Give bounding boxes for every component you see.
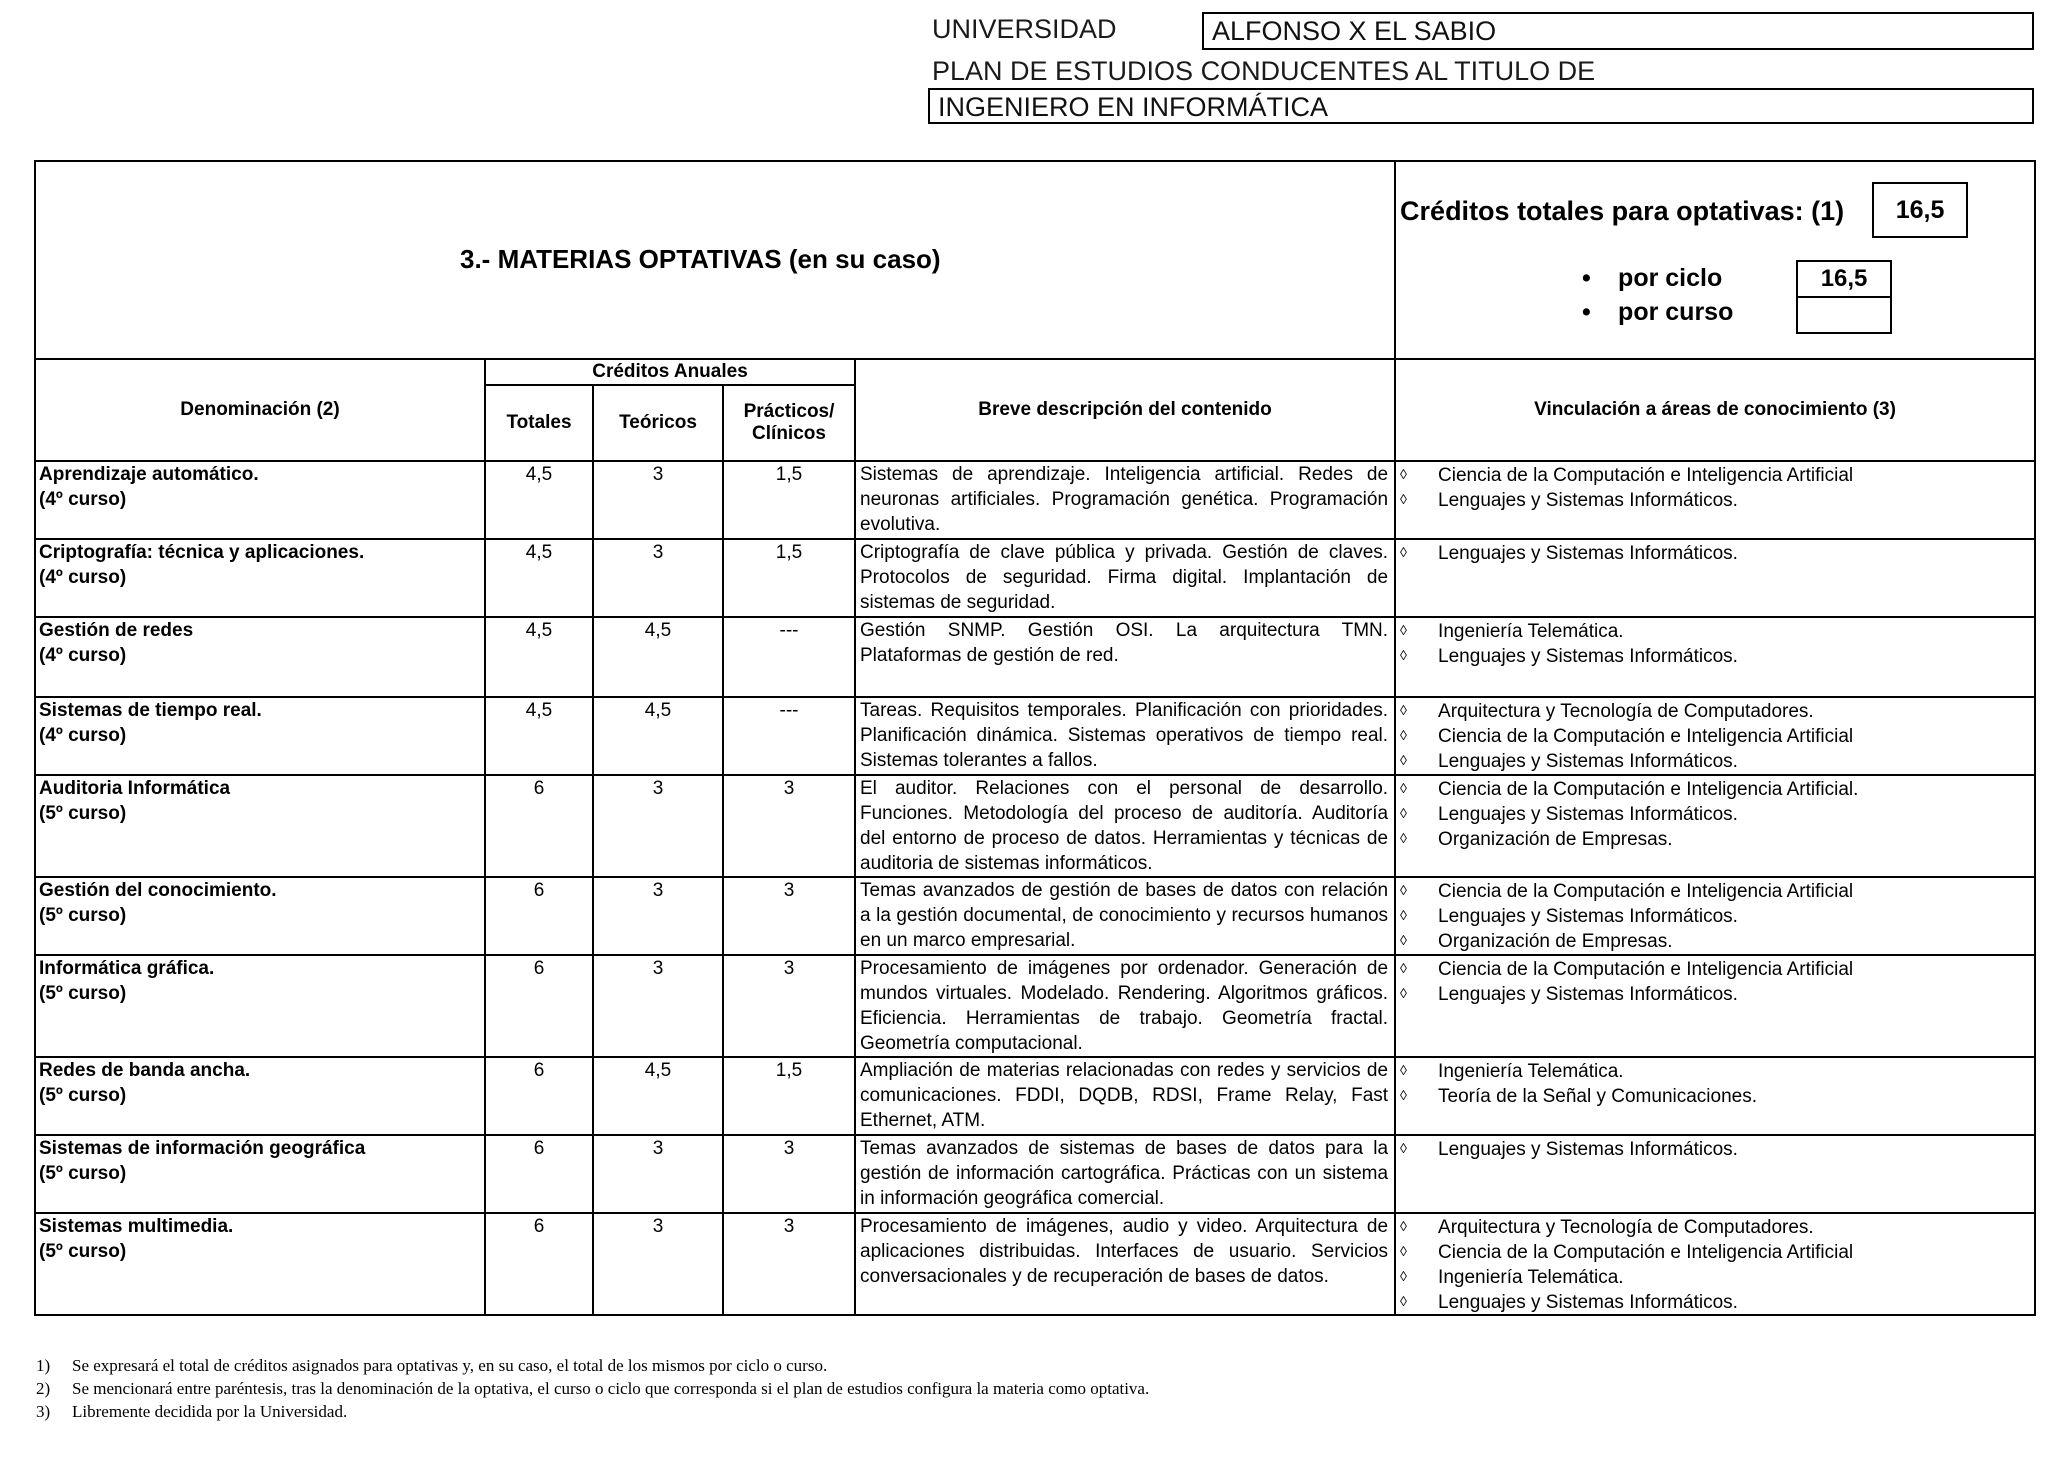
diamond-bullet-icon: ◊ [1400,1087,1407,1103]
area-item [1400,1289,2034,1314]
subject-name: Sistemas multimedia. [39,1216,234,1237]
credits-totales-cell: 6 [485,1135,593,1213]
table-row [35,539,2035,617]
credits-teoricos-cell: 3 [593,1135,723,1213]
area-text: Lenguajes y Sistemas Informáticos. [1438,751,1738,772]
area-item [1400,981,2034,1006]
credits-practicos-cell: --- [723,697,855,775]
table-row [35,617,2035,697]
subject-course: (4º curso) [39,489,127,510]
area-item [1400,878,2034,903]
diamond-bullet-icon: ◊ [1400,985,1407,1001]
diamond-bullet-icon: ◊ [1400,830,1407,846]
credits-totales-cell: 4,5 [485,461,593,539]
credits-teoricos-cell: 3 [593,877,723,955]
diamond-bullet-icon: ◊ [1400,932,1407,948]
credits-teoricos-cell: 3 [593,539,723,617]
por-ciclo-line [1582,264,1722,293]
area-item [1400,1136,2034,1161]
credits-teoricos-cell: 4,5 [593,697,723,775]
area-text: Ciencia de la Computación e Inteligencia Artificial [1438,959,1854,980]
credits-cell [1395,161,2035,359]
diamond-bullet-icon: ◊ [1400,1293,1407,1309]
area-text: Ciencia de la Computación e Inteligencia Artificial [1438,465,1854,486]
area-text: Ingeniería Telemática. [1438,621,1624,642]
areas-cell [1395,539,2035,617]
credits-total-label: Créditos totales para optativas: (1) [1400,196,1845,226]
subject-course: (5º curso) [39,983,127,1004]
description-cell: Temas avanzados de gestión de bases de datos con relación a la gestión documental, de conocimiento y recursos humanos en un marco empresarial. [855,877,1395,955]
areas-cell [1395,617,2035,697]
area-item [1400,618,2034,643]
area-text: Lenguajes y Sistemas Informáticos. [1438,906,1738,927]
diamond-bullet-icon: ◊ [1400,544,1407,560]
credits-teoricos-cell: 3 [593,1213,723,1315]
subject-name-cell [35,1135,485,1213]
description-cell: Gestión SNMP. Gestión OSI. La arquitectura TMN. Plataformas de gestión de red. [855,617,1395,697]
subject-name-cell [35,955,485,1057]
area-text: Lenguajes y Sistemas Informáticos. [1438,984,1738,1005]
area-item [1400,1264,2034,1289]
optativas-table [34,160,2036,1316]
diamond-bullet-icon: ◊ [1400,491,1407,507]
area-text: Lenguajes y Sistemas Informáticos. [1438,1139,1738,1160]
area-text: Arquitectura y Tecnología de Computadores. [1438,701,1814,722]
subject-name: Sistemas de información geográfica [39,1138,366,1159]
degree-box: INGENIERO EN INFORMÁTICA [928,88,2034,124]
credits-totales-cell: 6 [485,1057,593,1135]
diamond-bullet-icon: ◊ [1400,1243,1407,1259]
university-label: UNIVERSIDAD [932,14,1117,44]
credits-teoricos-cell: 3 [593,461,723,539]
description-cell: Procesamiento de imágenes, audio y video. Arquitectura de aplicaciones distribuidas. Interfaces de usuario. Servicios conversacionales y de recuperación de bases de datos. [855,1213,1395,1315]
area-item [1400,748,2034,773]
diamond-bullet-icon: ◊ [1400,727,1407,743]
areas-cell [1395,697,2035,775]
table-row [35,1135,2035,1213]
area-text: Lenguajes y Sistemas Informáticos. [1438,646,1738,667]
subject-name-cell [35,461,485,539]
areas-cell [1395,1135,2035,1213]
subject-name-cell [35,877,485,955]
credits-totales-cell: 6 [485,775,593,877]
credits-teoricos-cell: 3 [593,775,723,877]
credits-practicos-cell: 1,5 [723,539,855,617]
col-header-creditos-anuales: Créditos Anuales [485,359,855,385]
areas-cell [1395,461,2035,539]
description-cell: Sistemas de aprendizaje. Inteligencia artificial. Redes de neuronas artificiales. Programación genética. Programación evolutiva. [855,461,1395,539]
por-curso-line [1582,298,1733,327]
area-item [1400,540,2034,565]
por-ciclo-value: 16,5 [1796,260,1892,298]
credits-totales-cell: 6 [485,1213,593,1315]
footnote-text: Se mencionará entre paréntesis, tras la denominación de la optativa, el curso o ciclo que corresponda si el plan de estudios configura la materia como optativa. [72,1379,1150,1398]
area-item [1400,801,2034,826]
area-item [1400,698,2034,723]
area-item [1400,1058,2034,1083]
subject-course: (4º curso) [39,567,127,588]
subject-name: Auditoria Informática [39,778,231,799]
subject-name-cell [35,1057,485,1135]
credits-totales-cell: 4,5 [485,539,593,617]
area-item [1400,826,2034,851]
description-cell: Temas avanzados de sistemas de bases de datos para la gestión de información cartográfica. Prácticas con un sistema in información geográfica comercial. [855,1135,1395,1213]
subject-course: (5º curso) [39,803,127,824]
description-cell: El auditor. Relaciones con el personal de desarrollo. Funciones. Metodología del proceso de auditoría. Auditoría del entorno de proceso de datos. Herramientas y técnicas de auditoria de sistemas informáticos. [855,775,1395,877]
area-text: Teoría de la Señal y Comunicaciones. [1438,1086,1758,1107]
section-title: 3.- MATERIAS OPTATIVAS (en su caso) [460,244,941,274]
credits-totales-cell: 6 [485,955,593,1057]
areas-cell [1395,955,2035,1057]
credits-teoricos-cell: 3 [593,955,723,1057]
diamond-bullet-icon: ◊ [1400,702,1407,718]
diamond-bullet-icon: ◊ [1400,752,1407,768]
diamond-bullet-icon: ◊ [1400,647,1407,663]
subject-name: Gestión del conocimiento. [39,880,277,901]
subject-course: (5º curso) [39,1241,127,1262]
col-header-practicos: Prácticos/ Clínicos [723,385,855,461]
diamond-bullet-icon: ◊ [1400,466,1407,482]
area-text: Organización de Empresas. [1438,931,1673,952]
credits-total-value: 16,5 [1872,182,1968,238]
credits-teoricos-cell: 4,5 [593,617,723,697]
subject-course: (5º curso) [39,1163,127,1184]
area-item [1400,462,2034,487]
credits-practicos-cell: 3 [723,955,855,1057]
subject-name: Criptografía: técnica y aplicaciones. [39,542,365,563]
credits-practicos-cell: 1,5 [723,1057,855,1135]
credits-practicos-cell: 3 [723,1135,855,1213]
description-cell: Tareas. Requisitos temporales. Planificación con prioridades. Planificación dinámica. Sistemas operativos de tiempo real. Sistemas tolerantes a fallos. [855,697,1395,775]
subject-name: Aprendizaje automático. [39,464,259,485]
credits-practicos-cell: 3 [723,775,855,877]
diamond-bullet-icon: ◊ [1400,1062,1407,1078]
area-item [1400,928,2034,953]
subject-name: Sistemas de tiempo real. [39,700,262,721]
subject-course: (5º curso) [39,1085,127,1106]
area-text: Ingeniería Telemática. [1438,1267,1624,1288]
area-item [1400,1083,2034,1108]
diamond-bullet-icon: ◊ [1400,622,1407,638]
bullet-icon: • [1582,264,1591,292]
bullet-icon: • [1582,298,1591,326]
credits-practicos-cell: --- [723,617,855,697]
por-curso-value [1796,296,1892,334]
col-header-denominacion: Denominación (2) [35,359,485,461]
footnotes [36,1354,1149,1423]
diamond-bullet-icon: ◊ [1400,882,1407,898]
diamond-bullet-icon: ◊ [1400,960,1407,976]
footnote [36,1400,1149,1423]
col-header-descripcion: Breve descripción del contenido [855,359,1395,461]
footnote-number: 2) [36,1379,51,1398]
description-cell: Procesamiento de imágenes por ordenador. Generación de mundos virtuales. Modelado. Rendering. Algoritmos gráficos. Eficiencia. Herramientas de trabajo. Geometría fractal. Geometría computacional. [855,955,1395,1057]
subject-name-cell [35,775,485,877]
table-row [35,461,2035,539]
area-text: Organización de Empresas. [1438,829,1673,850]
areas-cell [1395,775,2035,877]
areas-cell [1395,877,2035,955]
area-text: Ciencia de la Computación e Inteligencia Artificial [1438,881,1854,902]
subject-name: Redes de banda ancha. [39,1060,251,1081]
footnote-text: Se expresará el total de créditos asignados para optativas y, en su caso, el total de los mismos por ciclo o curso. [72,1356,828,1375]
area-text: Lenguajes y Sistemas Informáticos. [1438,1292,1738,1313]
area-item [1400,956,2034,981]
area-text: Lenguajes y Sistemas Informáticos. [1438,804,1738,825]
area-text: Ciencia de la Computación e Inteligencia Artificial. [1438,779,1859,800]
description-cell: Criptografía de clave pública y privada. Gestión de claves. Protocolos de seguridad. Firma digital. Implantación de sistemas de seguridad. [855,539,1395,617]
area-text: Ciencia de la Computación e Inteligencia Artificial [1438,726,1854,747]
diamond-bullet-icon: ◊ [1400,1140,1407,1156]
table-row [35,1057,2035,1135]
subject-name: Informática gráfica. [39,958,215,979]
diamond-bullet-icon: ◊ [1400,780,1407,796]
subject-name-cell [35,697,485,775]
table-row [35,1213,2035,1315]
area-text: Arquitectura y Tecnología de Computadores. [1438,1217,1814,1238]
area-item [1400,643,2034,668]
diamond-bullet-icon: ◊ [1400,805,1407,821]
areas-cell [1395,1057,2035,1135]
footnote-number: 3) [36,1402,51,1421]
plan-label: PLAN DE ESTUDIOS CONDUCENTES AL TITULO DE [932,56,1596,86]
diamond-bullet-icon: ◊ [1400,1218,1407,1234]
col-header-totales: Totales [485,385,593,461]
area-item [1400,723,2034,748]
description-cell: Ampliación de materias relacionadas con redes y servicios de comunicaciones. FDDI, DQDB, RDSI, Frame Relay, Fast Ethernet, ATM. [855,1057,1395,1135]
footnote-number: 1) [36,1356,51,1375]
col-header-teoricos: Teóricos [593,385,723,461]
table-row [35,877,2035,955]
credits-totales-cell: 6 [485,877,593,955]
area-item [1400,1214,2034,1239]
table-row [35,697,2035,775]
area-text: Ingeniería Telemática. [1438,1061,1624,1082]
table-row [35,955,2035,1057]
subject-name-cell [35,1213,485,1315]
footnote [36,1354,1149,1377]
area-text: Lenguajes y Sistemas Informáticos. [1438,490,1738,511]
area-item [1400,487,2034,512]
area-item [1400,1239,2034,1264]
subject-name-cell [35,617,485,697]
credits-totales-cell: 4,5 [485,697,593,775]
subject-course: (5º curso) [39,905,127,926]
area-text: Ciencia de la Computación e Inteligencia Artificial [1438,1242,1854,1263]
area-item [1400,903,2034,928]
table-row [35,775,2035,877]
subject-course: (4º curso) [39,725,127,746]
section-title-cell [35,161,1395,359]
credits-practicos-cell: 3 [723,1213,855,1315]
col-header-vinculacion: Vinculación a áreas de conocimiento (3) [1395,359,2035,461]
diamond-bullet-icon: ◊ [1400,1268,1407,1284]
footnote [36,1377,1149,1400]
credits-totales-cell: 4,5 [485,617,593,697]
university-name-box: ALFONSO X EL SABIO [1202,12,2034,50]
credits-teoricos-cell: 4,5 [593,1057,723,1135]
area-item [1400,776,2034,801]
diamond-bullet-icon: ◊ [1400,907,1407,923]
subject-course: (4º curso) [39,645,127,666]
subject-name-cell [35,539,485,617]
credits-practicos-cell: 1,5 [723,461,855,539]
area-text: Lenguajes y Sistemas Informáticos. [1438,543,1738,564]
areas-cell [1395,1213,2035,1315]
por-curso-label: por curso [1618,298,1734,326]
subject-name: Gestión de redes [39,620,194,641]
credits-practicos-cell: 3 [723,877,855,955]
footnote-text: Libremente decidida por la Universidad. [72,1402,348,1421]
por-ciclo-label: por ciclo [1618,264,1723,292]
